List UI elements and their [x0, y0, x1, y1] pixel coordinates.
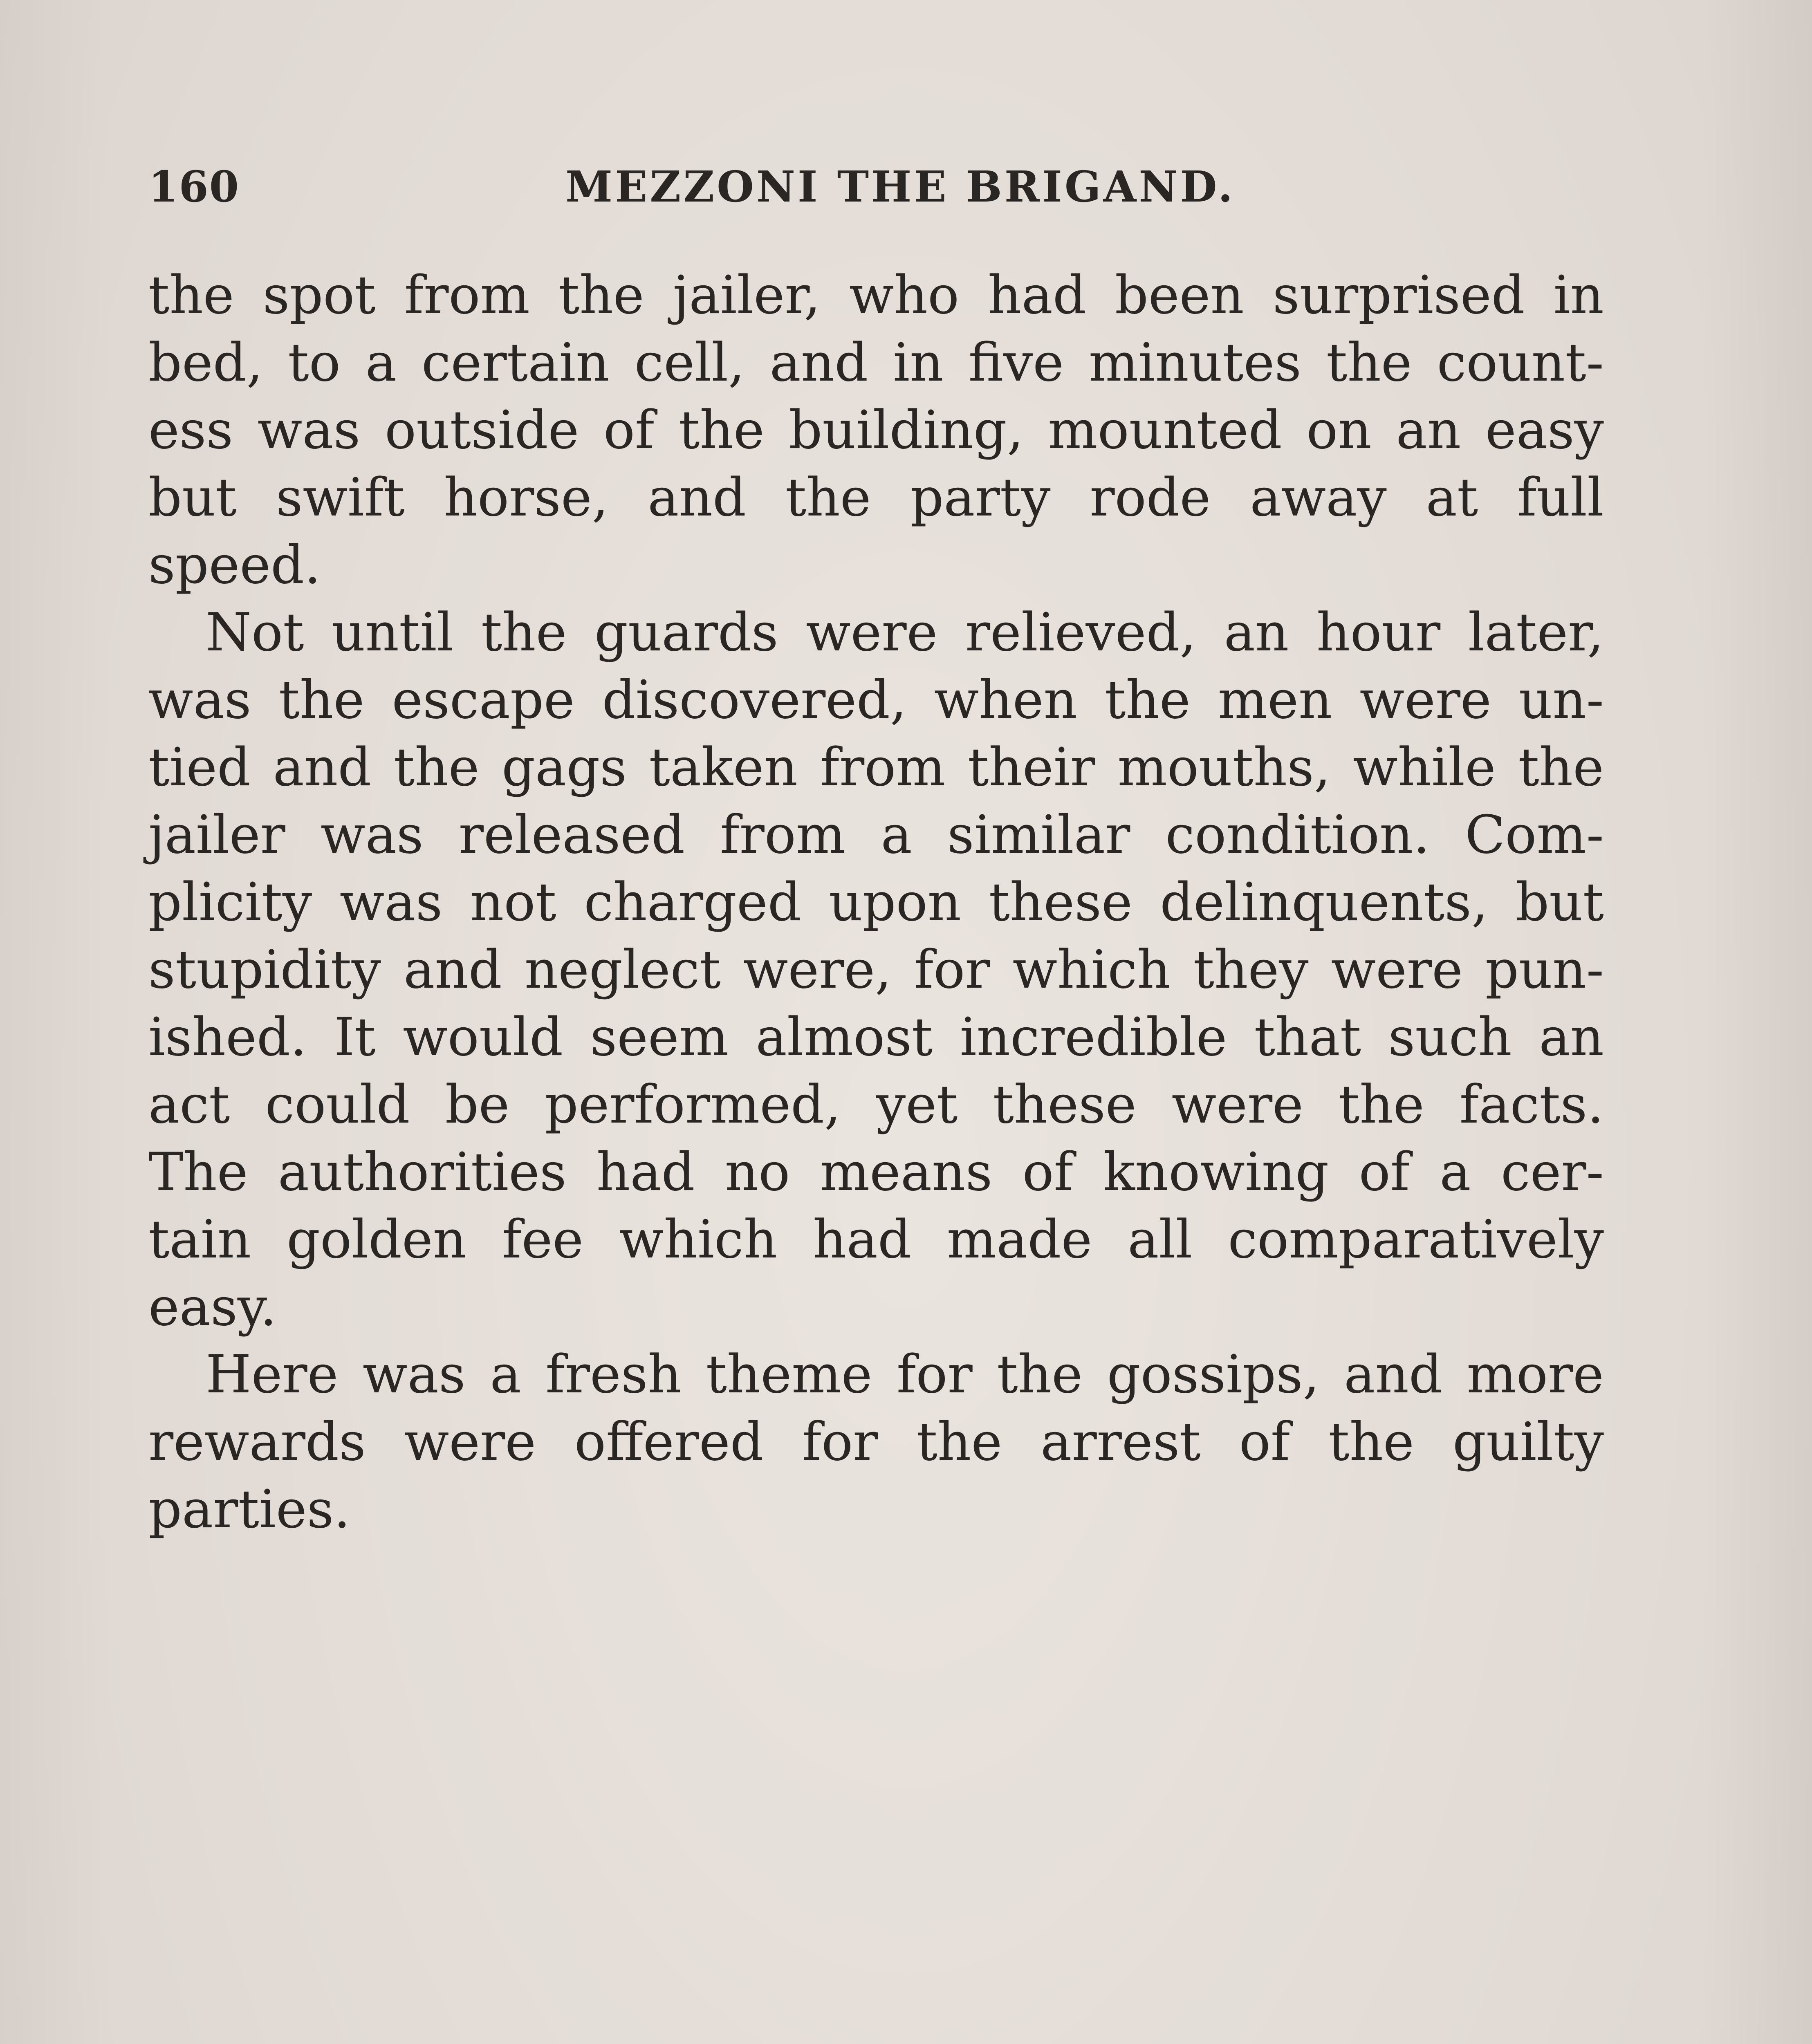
text-line [148, 1206, 1604, 1273]
word: comparatively [1228, 1209, 1604, 1270]
word: swift [276, 467, 405, 528]
word: and [769, 332, 868, 393]
text-line [148, 1139, 1604, 1206]
word: rode [1090, 467, 1211, 528]
word: arrest [1041, 1412, 1201, 1472]
word: made [946, 1209, 1092, 1270]
text-line [148, 531, 1604, 599]
word: in [1553, 265, 1604, 326]
word: tied [148, 737, 251, 798]
word: and [648, 467, 746, 528]
word: knowing [1103, 1142, 1329, 1203]
text-line [148, 801, 1604, 869]
word: almost [756, 1007, 933, 1068]
word: golden [287, 1209, 467, 1270]
word: an [1396, 400, 1461, 461]
word: would [403, 1007, 563, 1068]
text-line [148, 1476, 1604, 1543]
word: and [404, 939, 502, 1000]
word: guilty [1453, 1412, 1604, 1472]
word: building, [789, 400, 1024, 461]
word: they [1193, 939, 1309, 1000]
word: released [458, 805, 685, 865]
word: guards [594, 602, 778, 663]
text-line [148, 666, 1604, 734]
word: the [679, 400, 765, 461]
word: the [1328, 1412, 1414, 1472]
word: for [914, 939, 990, 1000]
word: full [1517, 467, 1604, 528]
word: the [1518, 737, 1604, 798]
word: outside [385, 400, 579, 461]
word: incredible [960, 1007, 1227, 1068]
word: gags [502, 737, 627, 798]
word: jailer [148, 805, 285, 865]
word: similar [947, 805, 1130, 865]
text-line [148, 869, 1604, 936]
word: a [881, 805, 912, 865]
word: Com- [1465, 805, 1604, 865]
word: was [339, 872, 443, 933]
word: performed, [545, 1074, 841, 1135]
text-line [148, 1273, 1604, 1341]
word: while [1353, 737, 1496, 798]
word: was [321, 805, 424, 865]
word: horse, [444, 467, 609, 528]
word: ess [148, 400, 233, 461]
word: but [148, 467, 237, 528]
word: jailer, [673, 265, 821, 326]
word: surprised [1272, 265, 1525, 326]
word: in [893, 332, 944, 393]
word: condition. [1165, 805, 1430, 865]
body-text [148, 262, 1604, 1543]
word: who [849, 265, 960, 326]
word: no [724, 1142, 790, 1203]
text-line [148, 599, 1604, 666]
text-line [148, 734, 1604, 801]
word: such [1388, 1007, 1512, 1068]
word: minutes [1089, 332, 1302, 393]
word: of [1359, 1142, 1410, 1203]
word: on [1306, 400, 1372, 461]
word: count- [1437, 332, 1604, 393]
word: Not [206, 602, 304, 663]
word: fresh [545, 1344, 682, 1405]
word: neglect [524, 939, 721, 1000]
word: which [1012, 939, 1171, 1000]
word: plicity [148, 872, 312, 933]
word: ished. [148, 1007, 307, 1068]
word: yet [876, 1074, 958, 1135]
word: of [603, 400, 655, 461]
text-line [148, 464, 1604, 531]
word: It [334, 1007, 376, 1068]
word: stupidity [148, 939, 381, 1000]
word: had [813, 1209, 911, 1270]
word: these [989, 872, 1132, 933]
word: the [916, 1412, 1002, 1472]
word: a [365, 332, 397, 393]
word: were [806, 602, 938, 663]
word: were [1171, 1074, 1303, 1135]
word: more [1467, 1344, 1604, 1405]
word: men [1218, 670, 1332, 731]
word: that [1254, 1007, 1361, 1068]
word: facts. [1459, 1074, 1604, 1135]
word: when [934, 670, 1077, 731]
text-line [148, 936, 1604, 1004]
word: the [1105, 670, 1191, 731]
word: were [404, 1412, 536, 1472]
word: delinquents, [1160, 872, 1488, 933]
word: be [445, 1074, 510, 1135]
text-line [148, 1071, 1604, 1139]
text-line [148, 329, 1604, 397]
word: for [802, 1412, 878, 1472]
word: these [993, 1074, 1137, 1135]
word: was [363, 1344, 466, 1405]
word: hour [1316, 602, 1441, 663]
word: the [558, 265, 644, 326]
word: easy. [148, 1277, 277, 1338]
word: not [470, 872, 556, 933]
word: the [1339, 1074, 1424, 1135]
word: for [897, 1344, 973, 1405]
word: the [1326, 332, 1412, 393]
word: was [148, 670, 251, 731]
word: and [273, 737, 372, 798]
text-line [148, 1004, 1604, 1071]
word: pun- [1485, 939, 1604, 1000]
word: a [1440, 1142, 1471, 1203]
word: and [1344, 1344, 1442, 1405]
word: away [1250, 467, 1387, 528]
word: The [148, 1142, 248, 1203]
word: mounted [1048, 400, 1282, 461]
word: certain [421, 332, 610, 393]
word: bed, [148, 332, 263, 393]
word: the [785, 467, 871, 528]
word: from [820, 737, 946, 798]
word: were, [743, 939, 892, 1000]
word: cell, [634, 332, 745, 393]
word: was [257, 400, 361, 461]
word: mouths, [1117, 737, 1331, 798]
text-line [148, 1408, 1604, 1476]
word: later, [1468, 602, 1604, 663]
word: of [1022, 1142, 1074, 1203]
word: fee [502, 1209, 584, 1270]
word: to [288, 332, 341, 393]
word: from [720, 805, 846, 865]
word: had [988, 265, 1086, 326]
word: seem [590, 1007, 729, 1068]
word: rewards [148, 1412, 366, 1472]
word: could [265, 1074, 410, 1135]
text-line [148, 1341, 1604, 1408]
word: five [968, 332, 1064, 393]
word: act [148, 1074, 230, 1135]
word: tain [148, 1209, 251, 1270]
word: the [148, 265, 234, 326]
word: from [404, 265, 530, 326]
word: were [1359, 670, 1491, 731]
word: had [596, 1142, 695, 1203]
word: charged [584, 872, 801, 933]
word: relieved, [965, 602, 1197, 663]
page-number: 160 [148, 161, 240, 212]
word: until [332, 602, 454, 663]
word: taken [649, 737, 798, 798]
word: a [490, 1344, 521, 1405]
text-line [148, 397, 1604, 464]
word: party [910, 467, 1051, 528]
page-header [148, 161, 1604, 227]
word: theme [706, 1344, 872, 1405]
word: been [1115, 265, 1244, 326]
word: the [278, 670, 365, 731]
word: speed. [148, 535, 321, 596]
word: at [1426, 467, 1478, 528]
word: authorities [278, 1142, 567, 1203]
word: the [393, 737, 480, 798]
word: gossips, [1107, 1344, 1320, 1405]
word: parties. [148, 1479, 350, 1540]
word: escape [392, 670, 575, 731]
word: easy [1485, 400, 1604, 461]
word: were [1331, 939, 1463, 1000]
word: an [1224, 602, 1289, 663]
running-head: MEZZONI THE BRIGAND. [565, 161, 1236, 212]
word: the [997, 1344, 1083, 1405]
word: of [1239, 1412, 1290, 1472]
text-line [148, 262, 1604, 329]
word: which [619, 1209, 778, 1270]
word: means [820, 1142, 993, 1203]
word: upon [829, 872, 962, 933]
word: their [968, 737, 1095, 798]
word: an [1539, 1007, 1604, 1068]
word: the [481, 602, 567, 663]
word: spot [262, 265, 376, 326]
word: all [1128, 1209, 1193, 1270]
word: discovered, [602, 670, 907, 731]
word: Here [206, 1344, 339, 1405]
word: offered [574, 1412, 764, 1472]
word: un- [1518, 670, 1604, 731]
word: but [1516, 872, 1604, 933]
word: cer- [1501, 1142, 1604, 1203]
